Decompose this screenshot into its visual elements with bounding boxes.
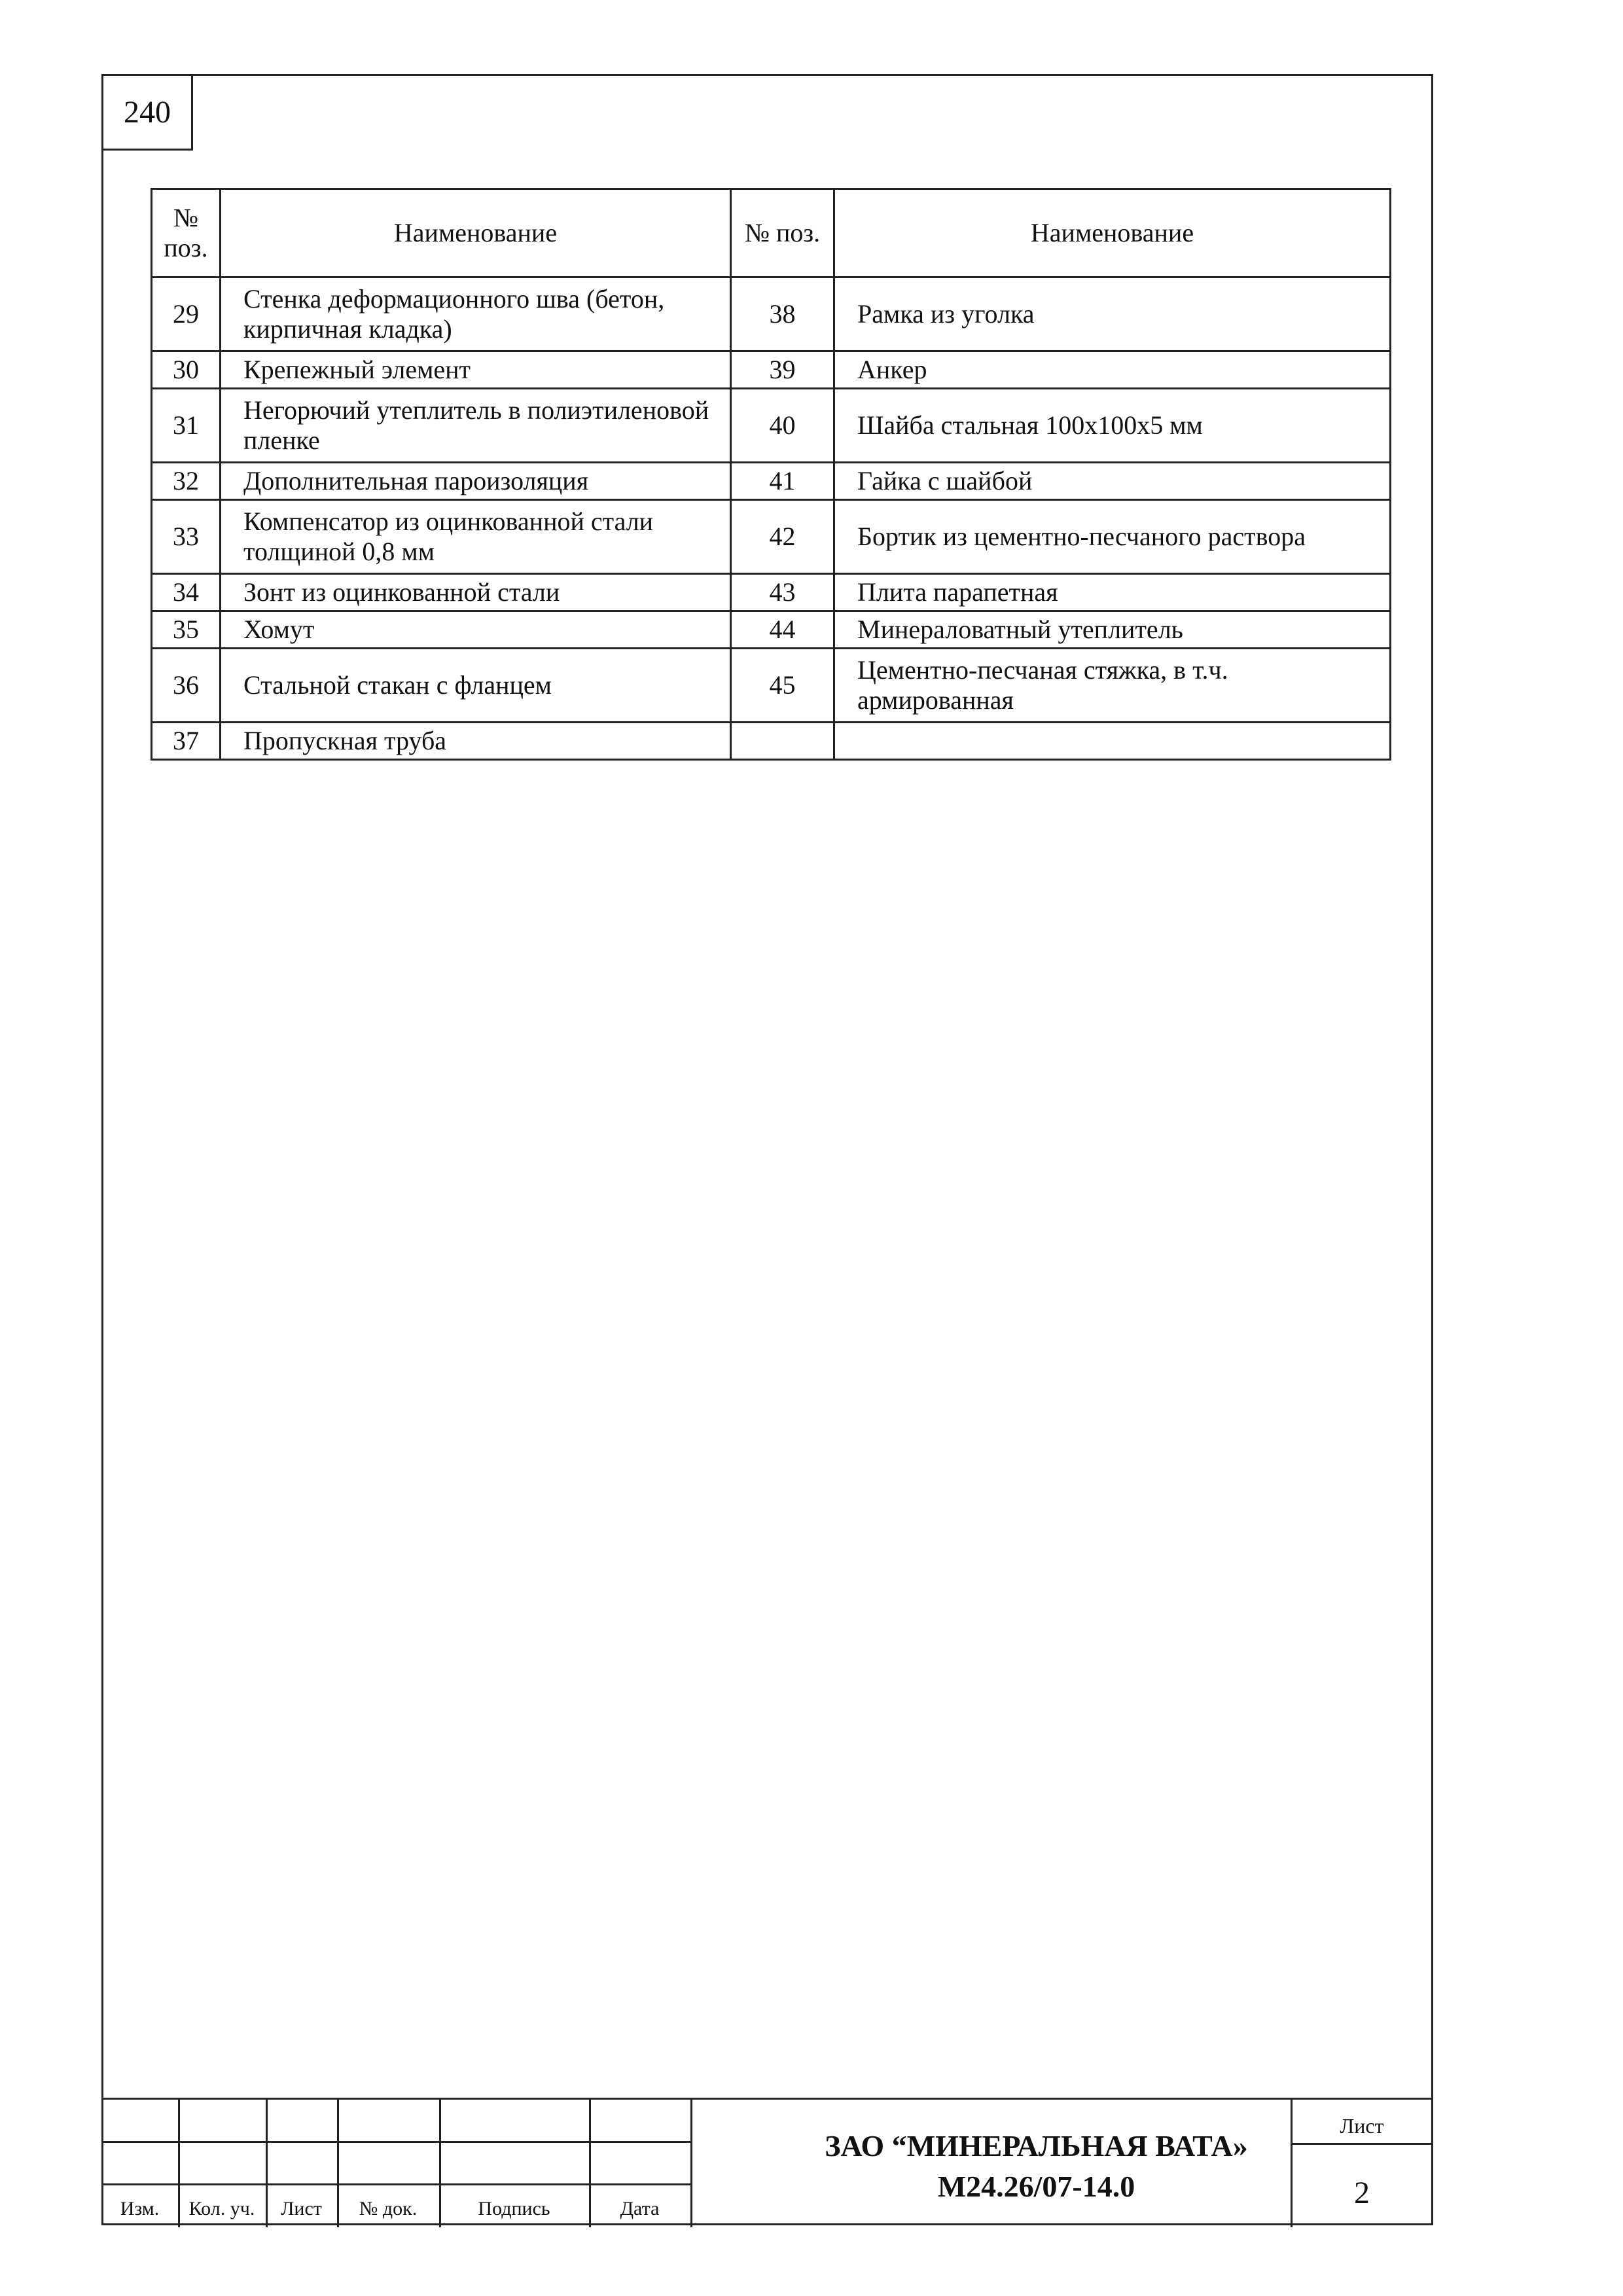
cell-right-num: 45 [731, 649, 834, 723]
stamp-label-data: Дата [620, 2198, 660, 2219]
cell-right-name: Анкер [834, 351, 1391, 389]
table-row [152, 389, 1391, 463]
cell-right-num: 40 [731, 389, 834, 463]
stamp-label-list: Лист [281, 2198, 322, 2219]
table-row [152, 500, 1391, 574]
cell-left-num: 29 [152, 278, 221, 351]
table-row [152, 278, 1391, 351]
table-row [152, 611, 1391, 649]
cell-left-num: 35 [152, 611, 221, 649]
cell-left-num: 31 [152, 389, 221, 463]
cell-left-name: Пропускная труба [221, 723, 731, 760]
cell-left-num: 30 [152, 351, 221, 389]
header-num-left: № поз. [152, 189, 221, 278]
table-header-row [152, 189, 1391, 278]
table-row [152, 351, 1391, 389]
stamp-label-podpis: Подпись [478, 2198, 550, 2219]
cell-right-name: Шайба стальная 100х100х5 мм [834, 389, 1391, 463]
cell-right-name [834, 723, 1391, 760]
company-block [690, 2126, 1382, 2207]
cell-left-num: 37 [152, 723, 221, 760]
cell-right-name: Минераловатный утеплитель [834, 611, 1391, 649]
cell-left-name: Хомут [221, 611, 731, 649]
cell-left-name: Зонт из оцинкованной стали [221, 574, 731, 611]
cell-right-name: Бортик из цементно-песчаного раствора [834, 500, 1391, 574]
header-name-left: Наименование [221, 189, 731, 278]
cell-right-name: Цементно-песчаная стяжка, в т.ч. армированная [834, 649, 1391, 723]
cell-left-num: 32 [152, 463, 221, 500]
header-name-right: Наименование [834, 189, 1391, 278]
cell-left-name: Компенсатор из оцинкованной стали толщиной 0,8 мм [221, 500, 731, 574]
cell-right-num: 43 [731, 574, 834, 611]
cell-left-name: Негорючий утеплитель в полиэтиленовой пленке [221, 389, 731, 463]
cell-left-num: 34 [152, 574, 221, 611]
table-row [152, 463, 1391, 500]
cell-right-num [731, 723, 834, 760]
specification-table [151, 188, 1391, 761]
cell-left-name: Дополнительная пароизоляция [221, 463, 731, 500]
cell-left-num: 33 [152, 500, 221, 574]
table-row [152, 649, 1391, 723]
page-number: 240 [101, 74, 193, 151]
stamp-label-izm: Изм. [120, 2198, 160, 2219]
sheet-label: Лист [1340, 2114, 1384, 2138]
cell-right-num: 44 [731, 611, 834, 649]
stamp-label-kol-uch: Кол. уч. [188, 2198, 255, 2219]
table-row [152, 574, 1391, 611]
cell-left-name: Крепежный элемент [221, 351, 731, 389]
cell-right-name: Гайка с шайбой [834, 463, 1391, 500]
cell-right-num: 38 [731, 278, 834, 351]
stamp-divider [101, 2183, 690, 2185]
cell-left-num: 36 [152, 649, 221, 723]
cell-right-num: 41 [731, 463, 834, 500]
cell-left-name: Стенка деформационного шва (бетон, кирпичная кладка) [221, 278, 731, 351]
cell-left-name: Стальной стакан с фланцем [221, 649, 731, 723]
stamp-divider [101, 2141, 690, 2143]
header-num-right: № поз. [731, 189, 834, 278]
cell-right-name: Плита парапетная [834, 574, 1391, 611]
table-row [152, 723, 1391, 760]
cell-right-name: Рамка из уголка [834, 278, 1391, 351]
company-name: ЗАО “МИНЕРАЛЬНАЯ ВАТА» [825, 2129, 1248, 2162]
cell-right-num: 42 [731, 500, 834, 574]
stamp-label-n-dok: № док. [359, 2198, 418, 2219]
document-code: М24.26/07-14.0 [937, 2170, 1135, 2204]
cell-right-num: 39 [731, 351, 834, 389]
sheet-number: 2 [1354, 2176, 1370, 2210]
title-block [101, 2098, 1433, 2227]
